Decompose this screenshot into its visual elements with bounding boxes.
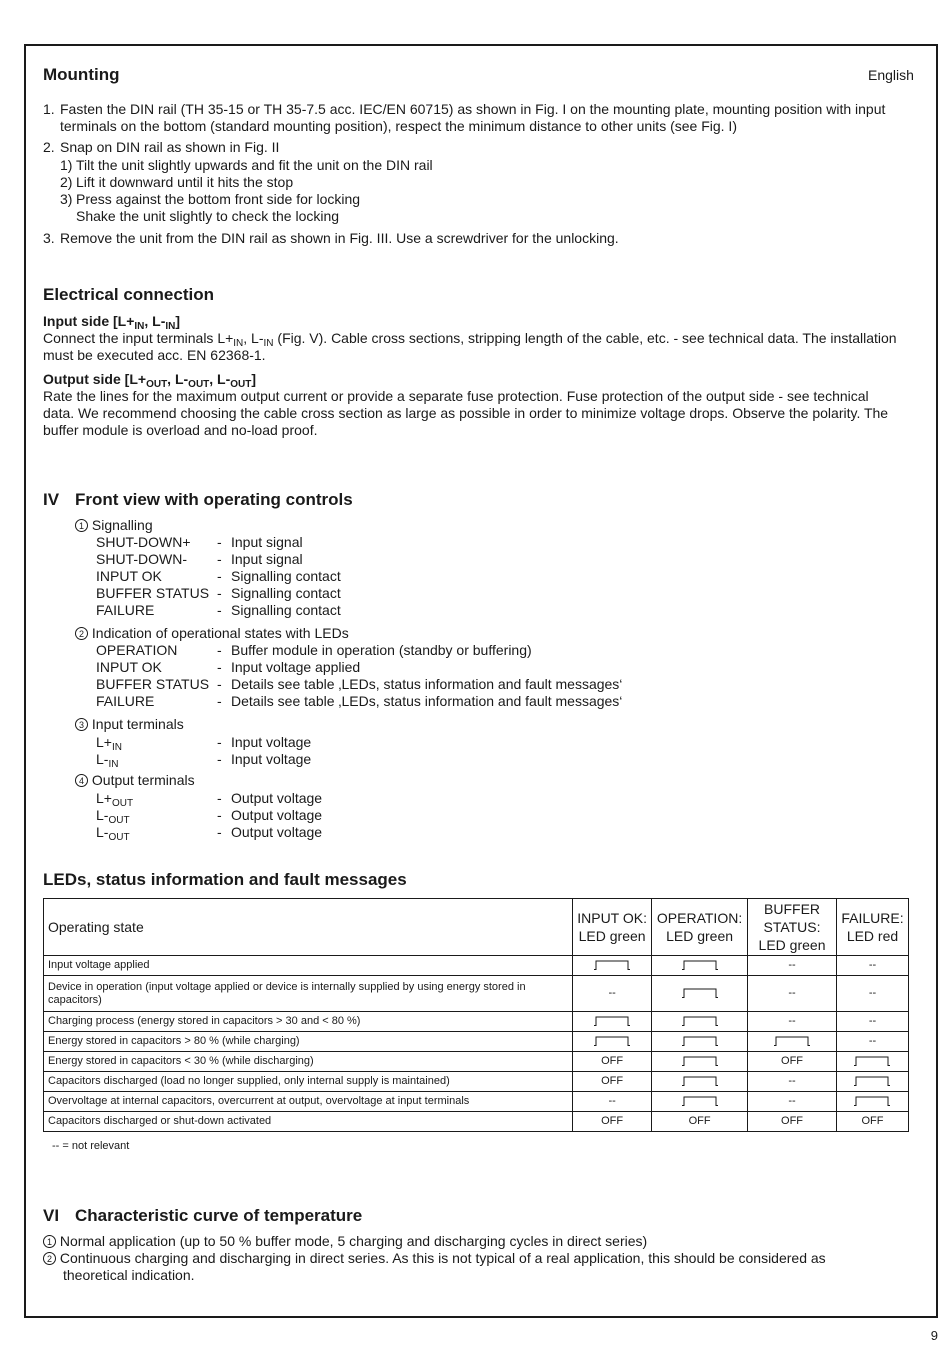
led-state-cell: OFF (573, 1052, 652, 1072)
signalling-list: SHUT-DOWN+ - Input signal SHUT-DOWN- - Input signal INPUT OK - Signalling contact BUFFER STATUS - Signalling contact FAILURE - Signalling contact (96, 534, 341, 618)
header-input-ok: INPUT OK: LED green (573, 899, 652, 956)
led-state-cell: OFF (573, 1112, 652, 1132)
input-side-text-2: must be executed acc. EN 62368-1. (43, 347, 266, 363)
table-note: -- = not relevant (52, 1140, 130, 1152)
led-state-cell: -- (748, 1072, 837, 1092)
header-failure: FAILURE: LED red (836, 899, 908, 956)
led-indication-heading: 2 Indication of operational states with LEDs (75, 625, 349, 642)
operating-state-cell: Charging process (energy stored in capacitors > 30 and < 80 %) (44, 1012, 573, 1032)
output-side-text-3: buffer module is overload and no-load proof. (43, 422, 318, 438)
mounting-title: Mounting (43, 65, 120, 84)
operating-state-cell: Capacitors discharged (load no longer supplied, only internal supply is maintained) (44, 1072, 573, 1092)
circled-number-2: 2 (75, 627, 88, 640)
front-view-title: Front view with operating controls (75, 490, 353, 509)
led-pulse-icon (573, 1012, 652, 1032)
language-label: English (868, 67, 914, 83)
temperature-roman: VI (43, 1206, 60, 1225)
led-pulse-icon (652, 976, 748, 1012)
mounting-step-2-3-note: Shake the unit slightly to check the locking (76, 208, 340, 224)
led-pulse-icon (652, 1032, 748, 1052)
led-pulse-icon (652, 1052, 748, 1072)
input-side-text-1: Connect the input terminals $L+_{IN}$, $L-_{IN}$ (Fig. V). Cable cross sections, stripping length of the cable, etc. - see technical data. The installation (43, 330, 897, 349)
header-operation: OPERATION: LED green (652, 899, 748, 956)
table-row (44, 1012, 909, 1032)
mounting-step-2-2-number: 2) (60, 174, 73, 190)
leds-table-title: LEDs, status information and fault messages (43, 870, 407, 889)
header-operating-state: Operating state (44, 899, 573, 956)
temperature-title: Characteristic curve of temperature (75, 1206, 363, 1225)
led-state-cell: OFF (748, 1052, 837, 1072)
led-pulse-icon (836, 1092, 908, 1112)
operating-state-cell: Device in operation (input voltage applied or device is internally supplied by using energy stored in capacitors) (44, 976, 573, 1012)
led-state-cell: OFF (836, 1112, 908, 1132)
operating-state-cell: Overvoltage at internal capacitors, overcurrent at output, overvoltage at input terminals (44, 1092, 573, 1112)
front-view-roman: IV (43, 490, 60, 509)
table-row (44, 1072, 909, 1092)
led-pulse-icon (652, 1072, 748, 1092)
mounting-step-2: Snap on DIN rail as shown in Fig. II (60, 139, 280, 155)
mounting-step-1-line-2: terminals on the bottom (standard mounting position), respect the minimum distance to other units (see Fig. I) (60, 118, 737, 134)
led-pulse-icon (652, 1012, 748, 1032)
leds-status-table (43, 898, 909, 1132)
table-row (44, 956, 909, 976)
circled-number-4: 4 (75, 774, 88, 787)
table-row (44, 976, 909, 1012)
led-state-cell: -- (836, 976, 908, 1012)
output-side-text-2: data. We recommend choosing the cable cross section as large as possible in order to minimize voltage drops. Observe the polarity. The (43, 405, 889, 421)
led-pulse-icon (652, 956, 748, 976)
led-state-cell: OFF (748, 1112, 837, 1132)
mounting-step-2-1: Tilt the unit slightly upwards and fit the unit on the DIN rail (76, 157, 433, 173)
input-terminals-heading: 3 Input terminals (75, 716, 184, 733)
led-state-cell: -- (836, 1012, 908, 1032)
output-side-heading: Output side [$L+_{OUT}$, $L-_{OUT}$, $L-_{OUT}$] (43, 371, 257, 390)
led-pulse-icon (573, 1032, 652, 1052)
output-terminals-list: $L+_{OUT}$ - Output voltage $L-_{OUT}$ - Output voltage $L-_{OUT}$ - Output voltage (96, 790, 323, 843)
mounting-step-2-number: 2. (43, 139, 55, 155)
led-state-cell: OFF (573, 1072, 652, 1092)
led-state-cell: -- (573, 1092, 652, 1112)
page-number: 9 (930, 1328, 938, 1343)
circled-number-2: 2 (43, 1252, 56, 1265)
led-state-cell: -- (748, 1012, 837, 1032)
temperature-item-1: 1 Normal application (up to 50 % buffer mode, 5 charging and discharging cycles in direct series) (43, 1233, 647, 1250)
table-row (44, 1032, 909, 1052)
led-state-cell: -- (573, 976, 652, 1012)
circled-number-3: 3 (75, 718, 88, 731)
temperature-item-2-cont: theoretical indication. (63, 1267, 195, 1283)
header-buffer-status: BUFFER STATUS: LED green (748, 899, 837, 956)
led-pulse-icon (836, 1052, 908, 1072)
operating-state-cell: Capacitors discharged or shut-down activated (44, 1112, 573, 1132)
led-pulse-icon (573, 956, 652, 976)
mounting-step-1-number: 1. (43, 101, 55, 117)
temperature-item-2: 2 Continuous charging and discharging in direct series. As this is not typical of a real application, this should be considered as (43, 1250, 826, 1267)
led-pulse-icon (652, 1092, 748, 1112)
operating-state-cell: Energy stored in capacitors < 30 % (while discharging) (44, 1052, 573, 1072)
mounting-step-2-3-number: 3) (60, 191, 73, 207)
led-state-cell: OFF (652, 1112, 748, 1132)
led-indication-list: OPERATION - Buffer module in operation (standby or buffering) INPUT OK - Input voltage applied BUFFER STATUS - Details see table ‚LEDs, status information and fault messages‘ FAILURE - Details see table ‚LEDs, status information and fault messages‘ (96, 642, 623, 709)
led-state-cell: -- (748, 976, 837, 1012)
circled-number-1: 1 (75, 519, 88, 532)
mounting-step-2-2: Lift it downward until it hits the stop (76, 174, 294, 190)
mounting-step-1-line-1: Fasten the DIN rail (TH 35-15 or TH 35-7.5 acc. IEC/EN 60715) as shown in Fig. I on the mounting plate, mounting position with input (60, 101, 886, 117)
operating-state-cell: Input voltage applied (44, 956, 573, 976)
led-state-cell: -- (748, 956, 837, 976)
output-side-text-1: Rate the lines for the maximum output current or provide a separate fuse protection. Fuse protection of the output side - see technical (43, 388, 869, 404)
led-state-cell: -- (836, 956, 908, 976)
led-pulse-icon (748, 1032, 837, 1052)
table-row (44, 1052, 909, 1072)
input-terminals-list: $L+_{IN}$ - Input voltage $L-_{IN}$ - Input voltage (96, 734, 312, 770)
output-terminals-heading: 4 Output terminals (75, 772, 195, 789)
mounting-step-2-3: Press against the bottom front side for locking (76, 191, 361, 207)
mounting-step-3: Remove the unit from the DIN rail as shown in Fig. III. Use a screwdriver for the unlocking. (60, 230, 619, 246)
input-side-heading: Input side [$L+_{IN}$, $L-_{IN}$] (43, 313, 181, 332)
mounting-step-2-1-number: 1) (60, 157, 73, 173)
signalling-heading: 1 Signalling (75, 517, 153, 534)
led-state-cell: -- (836, 1032, 908, 1052)
electrical-title: Electrical connection (43, 285, 214, 304)
table-row (44, 1112, 909, 1132)
led-pulse-icon (836, 1072, 908, 1092)
circled-number-1: 1 (43, 1235, 56, 1248)
table-header-row (44, 899, 909, 956)
table-row (44, 1092, 909, 1112)
operating-state-cell: Energy stored in capacitors > 80 % (while charging) (44, 1032, 573, 1052)
led-state-cell: -- (748, 1092, 837, 1112)
mounting-step-3-number: 3. (43, 230, 55, 246)
